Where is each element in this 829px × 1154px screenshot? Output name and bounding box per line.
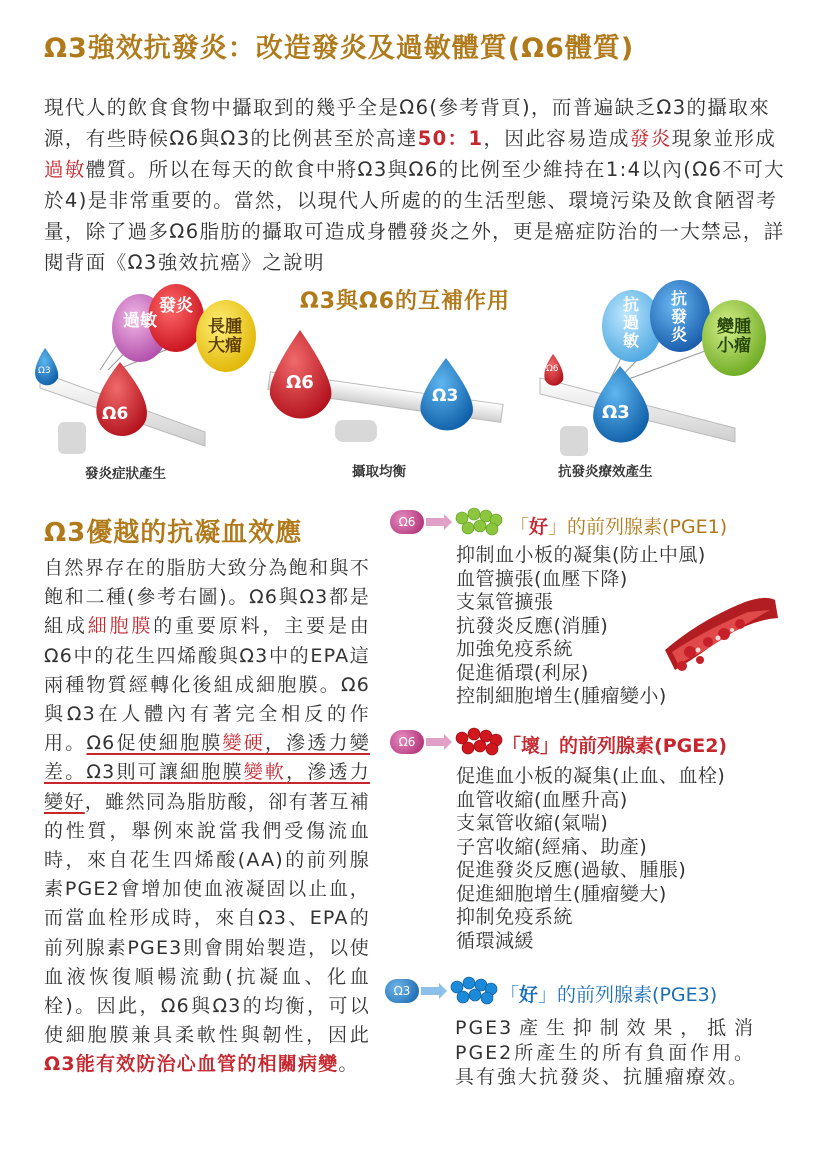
right-seesaw-group bbox=[540, 280, 766, 456]
left-seesaw-group bbox=[35, 284, 256, 454]
intro-text-3: 現象並形成 bbox=[671, 127, 777, 150]
s2-text-d: ，雖然同為脂肪酸，卻有著互補的性質，舉例來說當我們受傷流血時，來自花生四烯酸(AA)的前列腺素PGE2會增加使血液凝固以止血，而當血栓形成時，來自Ω3、EPA的前列腺素PGE3則會開始製造，以使血液恢復順暢流動(抗凝血、化血栓)。因此，Ω6與Ω3的均衡，可以使細胞膜兼具柔軟性與韌性，因此 bbox=[44, 790, 370, 1047]
blood-vessel-illustration bbox=[660, 590, 780, 680]
big-omega6-drop-left bbox=[96, 362, 147, 436]
s2-text-a: 自然界存在的脂肪大致分為飽和與不飽和二種(參考右圖)。Ω6與Ω3都是組成 bbox=[44, 557, 370, 638]
s2-text-f: 。 bbox=[338, 1053, 359, 1076]
list-item: 加強免疫系統 bbox=[456, 638, 574, 660]
balloon-label-inflammation: 發炎 bbox=[159, 296, 193, 316]
pge2-heading-open: 「 bbox=[502, 735, 522, 757]
list-item: 促進發炎反應(過敏、腫脹) bbox=[456, 859, 687, 881]
pge2-heading-key: 壞 bbox=[521, 735, 541, 757]
intro-text-1: 現代人的飲食食物中攝取到的幾乎全是Ω6(參考背頁)，而普遍缺乏Ω3的攝取來源，有些時候Ω6與Ω3的比例甚至於高達 bbox=[44, 96, 771, 150]
pge3-heading bbox=[500, 980, 717, 1007]
list-item: 支氣管收縮(氣喘) bbox=[456, 812, 609, 834]
pge1-heading-rest: 」的前列腺素(PGE1) bbox=[548, 516, 728, 538]
softens-highlight: 變軟 bbox=[243, 761, 287, 784]
ul-text-a: Ω6促使細胞膜 bbox=[86, 732, 223, 755]
diagram-title: Ω3與Ω6的互補作用 bbox=[300, 289, 511, 314]
green-molecule-icon bbox=[426, 504, 506, 540]
list-item: 抑制血小板的凝集(防止中風) bbox=[456, 544, 706, 566]
drop-label-omega3-middle: Ω3 bbox=[432, 386, 459, 406]
pge2-heading-rest: 」的前列腺素(PGE2) bbox=[540, 735, 728, 757]
seesaw-base-middle bbox=[335, 420, 377, 442]
list-item: 血管擴張(血壓下降) bbox=[456, 567, 628, 590]
ul-text-e: ，滲透力變好 bbox=[44, 761, 370, 813]
omega3-tag-pge3: Ω3 bbox=[385, 979, 419, 1003]
list-item: 促進循環(利尿) bbox=[456, 661, 589, 684]
cardio-highlight: Ω3能有效防治心血管的相關病變 bbox=[44, 1053, 339, 1076]
caption-left: 發炎症狀產生 bbox=[85, 466, 166, 482]
pge1-heading-open: 「 bbox=[510, 516, 530, 538]
small-drop-label-right: Ω6 bbox=[546, 364, 559, 374]
cell-membrane-highlight: 細胞膜 bbox=[87, 615, 154, 638]
seesaw-base-right bbox=[560, 426, 588, 456]
section2-title: Ω3優越的抗凝血效應 bbox=[44, 518, 303, 548]
ratio-highlight: 50：1 bbox=[417, 127, 484, 150]
pge2-heading bbox=[502, 731, 727, 758]
balloon-label-allergy: 過敏 bbox=[123, 311, 157, 331]
list-item: 子宮收縮(經痛、助產) bbox=[456, 835, 648, 858]
caption-middle: 攝取均衡 bbox=[352, 464, 406, 480]
hardens-highlight: 變硬 bbox=[222, 732, 265, 755]
list-item: 促進血小板的凝集(止血、血栓) bbox=[456, 765, 726, 787]
list-item: 抗發炎反應(消腫) bbox=[456, 614, 609, 637]
omega6-tag-pge1: Ω6 bbox=[390, 510, 424, 534]
list-item: 抑制免疫系統 bbox=[456, 906, 574, 928]
s2-text-c: 的重要原料，主要是由Ω6中的花生四烯酸與Ω3中的EPA這兩種物質經轉化後組成細胞膜。Ω6與Ω3在人體內有著完全相反的作用。 bbox=[44, 615, 370, 755]
balloon-label-anti-inflammation: 抗發炎 bbox=[670, 289, 687, 344]
list-item: 血管收縮(血壓升高) bbox=[456, 788, 628, 811]
pge3-heading-rest: 」的前列腺素(PGE3) bbox=[538, 984, 718, 1006]
seesaw-base-left bbox=[58, 422, 86, 454]
ul-text-c: ，滲透力變差。Ω3則可讓細胞膜 bbox=[44, 732, 370, 784]
inflammation-highlight: 發炎 bbox=[629, 127, 672, 150]
section2-paragraph bbox=[44, 554, 370, 1080]
balloon-label-tumor-grow: 長腫大瘤 bbox=[208, 317, 242, 356]
intro-paragraph bbox=[44, 92, 794, 278]
pge3-heading-key: 好 bbox=[519, 984, 539, 1006]
list-item: 支氣管擴張 bbox=[456, 591, 554, 613]
balloon-label-anti-allergy: 抗過敏 bbox=[622, 295, 639, 350]
list-item: 促進細胞增生(腫瘤變大) bbox=[456, 882, 667, 905]
omega6-tag-pge2: Ω6 bbox=[390, 730, 424, 754]
pge2-list bbox=[456, 765, 725, 953]
pge3-text: PGE3產生抑制效果，抵消PGE2所產生的所有負面作用。具有強大抗發炎、抗腫瘤療效。 bbox=[455, 1017, 755, 1088]
small-drop-label-left: Ω3 bbox=[38, 366, 51, 376]
balloon-label-tumor-shrink: 變腫小瘤 bbox=[717, 317, 751, 356]
list-item: 控制細胞增生(腫瘤變小) bbox=[456, 685, 667, 707]
intro-text-2: ，因此容易造成 bbox=[483, 127, 630, 150]
big-drop-label-left: Ω6 bbox=[102, 404, 129, 424]
caption-right: 抗發炎療效產生 bbox=[558, 464, 653, 480]
red-molecule-icon bbox=[426, 724, 506, 760]
blue-molecule-icon bbox=[421, 973, 501, 1009]
big-drop-label-right: Ω3 bbox=[602, 402, 630, 423]
drop-label-omega6-middle: Ω6 bbox=[286, 372, 314, 393]
pge1-heading bbox=[510, 512, 727, 539]
omega-balance-diagram bbox=[0, 270, 829, 490]
intro-text-4: 體質。所以在每天的飲食中將Ω3與Ω6的比例至少維持在1:4以內(Ω6不可大於4)是非常重要的。當然，以現代人所處的的生活型態、環境污染及飲食陋習考量，除了過多Ω6脂肪的攝取可造成身體發炎之外，更是癌症防治的一大禁忌，詳閱背面《Ω3強效抗癌》之說明 bbox=[44, 158, 786, 274]
pge3-heading-open: 「 bbox=[500, 984, 520, 1006]
list-item: 循環減緩 bbox=[456, 929, 535, 952]
page-title: Ω3強效抗發炎：改造發炎及過敏體質(Ω6體質) bbox=[44, 33, 635, 64]
pge1-heading-key: 好 bbox=[529, 516, 549, 538]
allergy-highlight: 過敏 bbox=[44, 158, 86, 181]
